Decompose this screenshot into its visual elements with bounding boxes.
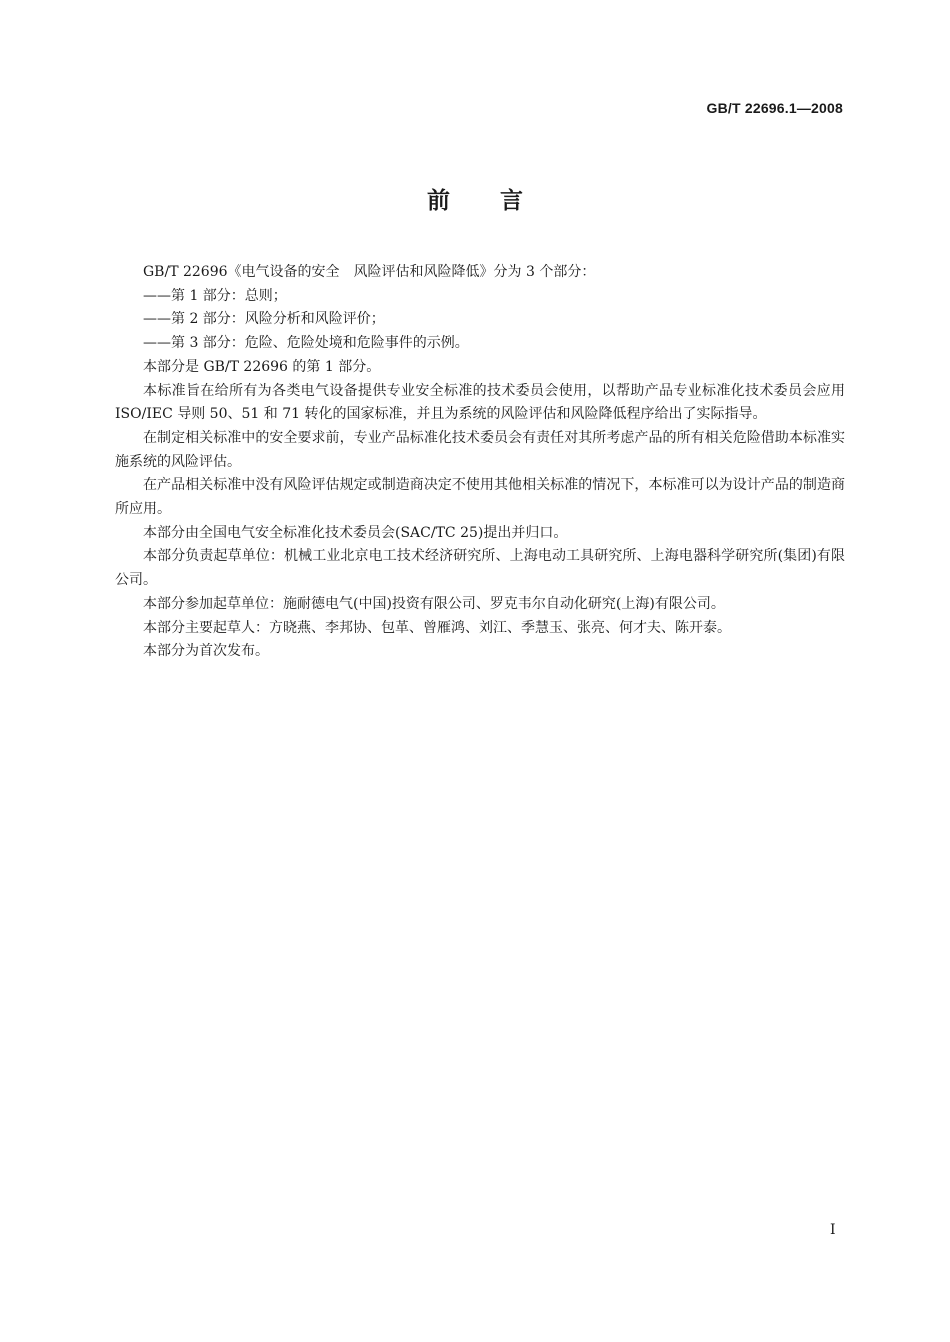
paragraph-participating-units: 本部分参加起草单位：施耐德电气(中国)投资有限公司、罗克韦尔自动化研究(上海)有限公司。 — [143, 595, 725, 612]
paragraph-drafters: 本部分主要起草人：方晓燕、李邦协、包革、曾雁鸿、刘江、季慧玉、张亮、何才夫、陈开泰。 — [143, 619, 731, 636]
list-item-part-3: ——第 3 部分：危险、危险处境和危险事件的示例。 — [143, 335, 469, 352]
page-number: I — [830, 1222, 836, 1238]
paragraph-this-part: 本部分是 GB/T 22696 的第 1 部分。 — [143, 358, 381, 375]
paragraph-responsibility: 在制定相关标准中的安全要求前，专业产品标准化技术委员会有责任对其所考虑产品的所有相关危险借助本标准实施系统的风险评估。 — [115, 429, 845, 470]
paragraph-drafting-units: 本部分负责起草单位：机械工业北京电工技术经济研究所、上海电动工具研究所、上海电器科学研究所(集团)有限公司。 — [115, 548, 845, 589]
list-item-part-1: ——第 1 部分：总则； — [143, 287, 287, 304]
paragraph-purpose: 本标准旨在给所有为各类电气设备提供专业安全标准的技术委员会使用，以帮助产品专业标准化技术委员会应用 ISO/IEC 导则 50、51 和 71 转化的国家标准，并且为系统的风险评估和风险降低程序给出了实际指导。 — [115, 382, 845, 423]
list-item-part-2: ——第 2 部分：风险分析和风险评价； — [143, 311, 385, 328]
foreword-body — [115, 261, 845, 664]
page-title: 前言 — [427, 188, 573, 214]
paragraph-application: 在产品相关标准中没有风险评估规定或制造商决定不使用其他相关标准的情况下，本标准可以为设计产品的制造商所应用。 — [115, 477, 845, 518]
paragraph-intro: GB/T 22696《电气设备的安全 风险评估和风险降低》分为 3 个部分： — [143, 264, 596, 280]
paragraph-first-release: 本部分为首次发布。 — [143, 643, 269, 660]
standard-code: GB/T 22696.1—2008 — [706, 100, 843, 116]
paragraph-proposer: 本部分由全国电气安全标准化技术委员会(SAC/TC 25)提出并归口。 — [143, 524, 568, 541]
